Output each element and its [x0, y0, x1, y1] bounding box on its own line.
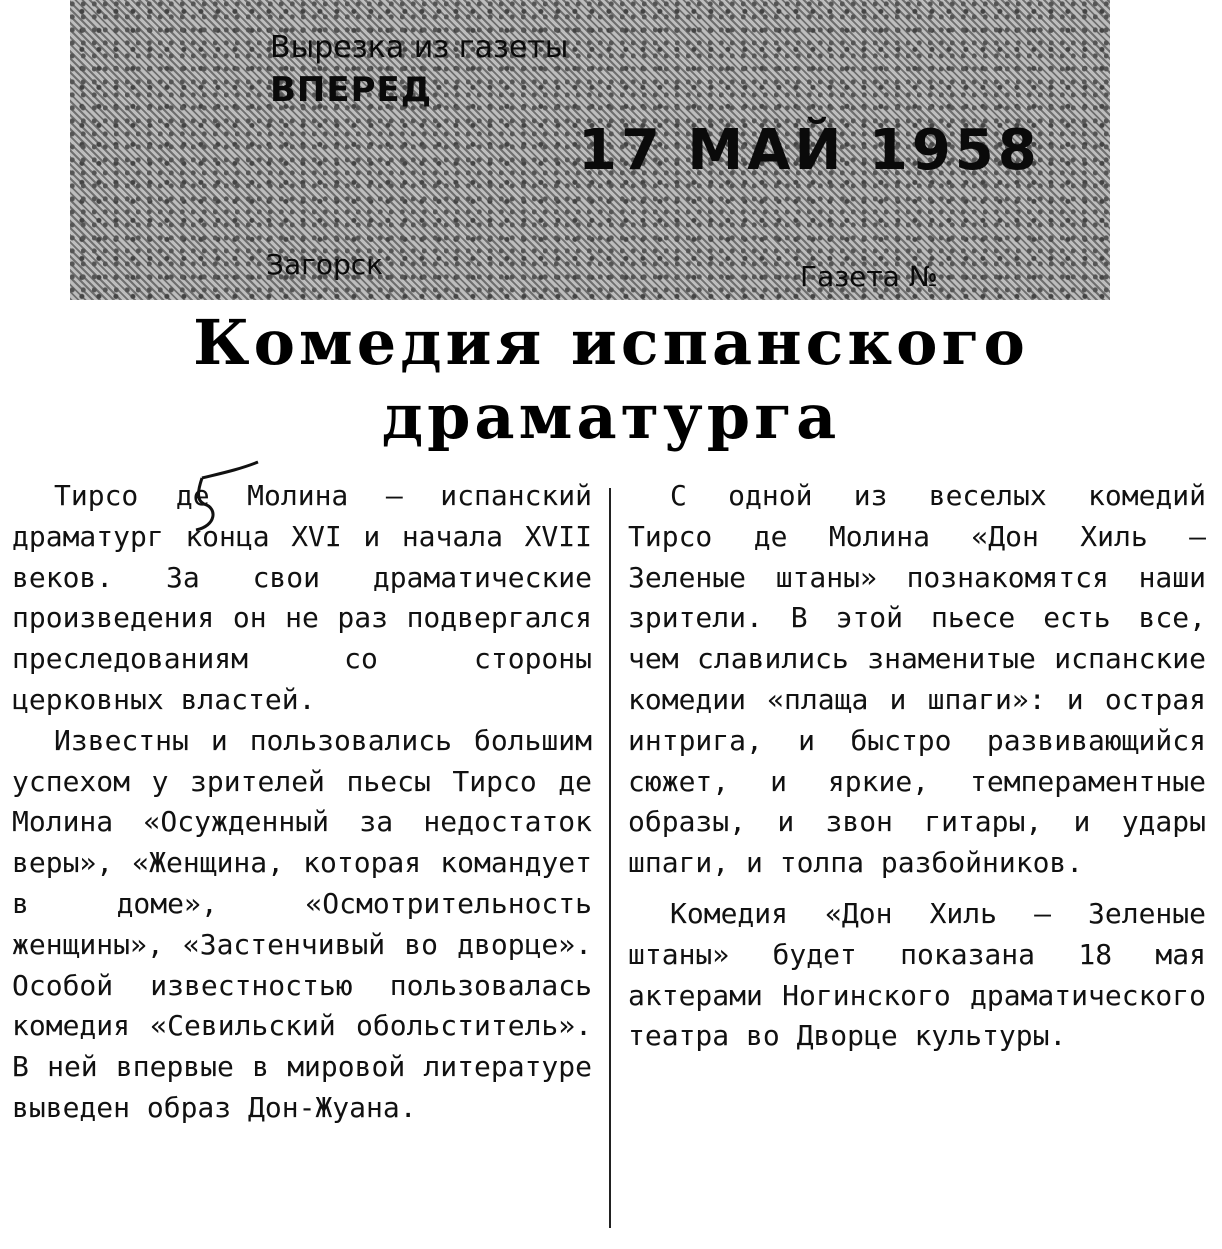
clipping-stamp: [70, 0, 1110, 300]
stamp-gazeta-number: Газета №: [800, 260, 938, 293]
article-paragraph: Комедия «Дон Хиль — Зеленые штаны» будет показана 18 мая актерами Ногинского драматического театра во Дворце культуры.: [628, 896, 1206, 1053]
article-paragraph: Известны и пользовались большим успехом у зрителей пьесы Тирсо де Молина «Осужденный за недостаток веры», «Женщина, которая командует в доме», «Осмотрительность женщины», «Застенчивый во дворце». Особой известностью пользовалась комедия «Севильский обольститель». В ней впервые в мировой литературе выведен образ Дон-Жуана.: [12, 723, 592, 1124]
article-title-line2: драматурга: [381, 380, 841, 453]
article-title-line1: Комедия испанского: [193, 306, 1029, 379]
newspaper-name: ВПЕРЕД: [270, 70, 433, 110]
article-paragraph: С одной из веселых комедий Тирсо де Молина «Дон Хиль — Зеленые штаны» познакомятся наши зрители. В этой пьесе есть все, чем славились знаменитые испанские комедии «плаща и шпаги»: и острая интрига, и быстро развивающийся сюжет, и яркие, темпераментные образы, и звон гитары, и удары шпаги, и толпа разбойников.: [628, 479, 1206, 880]
article-paragraph: Тирсо де Молина — испанский драматург конца XVI и начала XVII веков. За свои драматические произведения он не раз подвергался преследованиям со стороны церковных властей.: [12, 479, 592, 716]
article-column-left: [12, 476, 592, 1129]
clipping-label: Вырезка из газеты: [270, 30, 569, 65]
stamp-city: Загорск: [266, 248, 384, 281]
article-column-right: [628, 476, 1206, 1057]
column-divider: [609, 488, 611, 1228]
stamp-date: 17 МАЙ 1958: [578, 118, 1041, 183]
